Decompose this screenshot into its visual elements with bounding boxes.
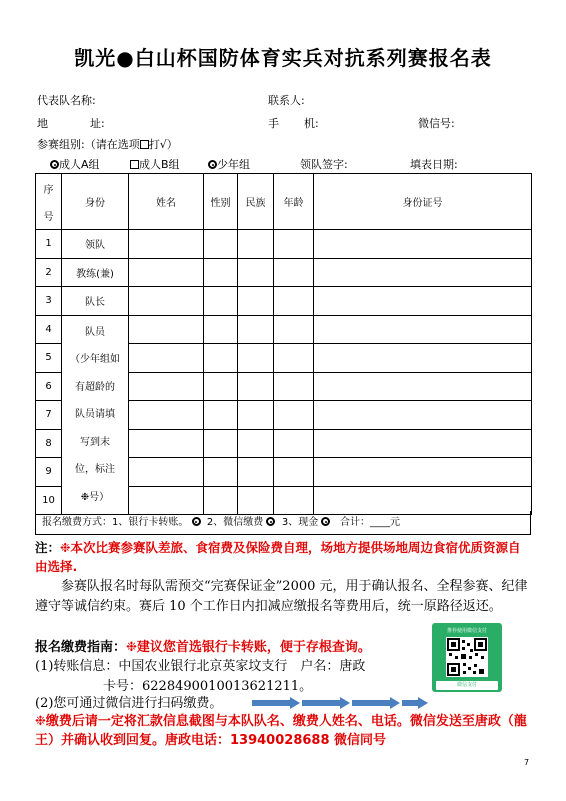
- total-unit: 元: [389, 517, 400, 528]
- radio-selected-icon[interactable]: [321, 517, 330, 526]
- radio-selected-icon: [50, 160, 59, 169]
- gender-cell[interactable]: [204, 315, 238, 344]
- ethnic-cell[interactable]: [238, 315, 274, 344]
- group-a-label: 成人A组: [59, 158, 100, 171]
- header-no-b: 号: [43, 211, 54, 223]
- gender-cell[interactable]: [204, 287, 238, 316]
- payment-option-wechat: 2、微信缴费: [206, 517, 264, 528]
- group-prompt-end: 打√）: [148, 138, 178, 151]
- note-prefix: 注：: [35, 540, 61, 555]
- radio-selected-icon[interactable]: [266, 517, 275, 526]
- role-cell: 教练(兼): [62, 258, 129, 287]
- group-a-option[interactable]: [50, 156, 100, 172]
- table-header-row: [36, 174, 532, 230]
- note-text: ❉本次比赛参赛队差旅、食宿费及保险费自理，场地方提供场地周边食宿优质资源自由选择.: [35, 540, 521, 574]
- radio-selected-icon: [208, 160, 217, 169]
- payment-label: 报名缴费方式：1、银行卡转账。: [42, 517, 189, 528]
- table-row: [36, 287, 532, 316]
- row-number: 4: [36, 315, 62, 344]
- role-cell: 领队: [62, 230, 129, 259]
- arrow-right-icon: [402, 697, 430, 709]
- name-cell[interactable]: [129, 401, 204, 430]
- age-cell[interactable]: [274, 344, 314, 373]
- id-cell[interactable]: [314, 344, 532, 373]
- member-line: 队员: [85, 326, 105, 338]
- table-row: [36, 258, 532, 287]
- group-youth-label: 少年组: [217, 158, 250, 171]
- member-line: ❉号）: [80, 491, 110, 503]
- gender-cell[interactable]: [204, 458, 238, 487]
- member-role-cell: [62, 315, 129, 515]
- member-line: 有超龄的: [75, 381, 115, 393]
- contact-label: 联系人:: [268, 94, 305, 107]
- team-name-label: 代表队名称:: [37, 94, 96, 107]
- phone-label-a: 手: [268, 117, 279, 130]
- qr-code-icon: [446, 637, 488, 677]
- wechat-qr-card[interactable]: [432, 623, 502, 692]
- qr-bottom-text: 微信支付: [436, 681, 498, 690]
- radio-selected-icon[interactable]: [192, 517, 201, 526]
- guide-heading: [35, 638, 435, 657]
- group-b-label: 成人B组: [139, 158, 180, 171]
- ethnic-cell[interactable]: [238, 230, 274, 259]
- id-cell[interactable]: [314, 401, 532, 430]
- final-text: ❉缴费后请一定将汇款信息截图与本队队名、缴费人姓名、电话。微信发送至唐政（龍王）并确认收到回复。唐政电话：13940028688 微信同号: [35, 714, 527, 748]
- member-line: 位，标注: [75, 464, 115, 475]
- gender-cell[interactable]: [204, 230, 238, 259]
- arrow-right-icon: [252, 697, 302, 709]
- member-line: （少年组如: [70, 354, 120, 365]
- table-row: [36, 315, 532, 344]
- deposit-paragraph: 参赛队报名时每队需预交“完赛保证金”2000 元，用于确认报名、全程参赛、纪律遵守等诚信约束。赛后 10 个工作日内扣减应缴报名等费用后，统一原路径返还。: [35, 579, 528, 614]
- row-number: 9: [36, 458, 62, 487]
- arrow-right-icon: [352, 697, 402, 709]
- header-no-a: 序: [43, 184, 54, 196]
- wechat-label: 微信号:: [418, 117, 455, 130]
- payment-option-cash: 3、现金: [281, 517, 319, 528]
- ethnic-cell[interactable]: [238, 429, 274, 458]
- name-cell[interactable]: [129, 372, 204, 401]
- note-block: [35, 538, 531, 576]
- group-b-option[interactable]: [130, 156, 180, 172]
- group-prompt-text: 参赛组别:（请在选项: [37, 138, 140, 151]
- name-cell[interactable]: [129, 258, 204, 287]
- age-cell[interactable]: [274, 258, 314, 287]
- total-blank[interactable]: ____: [369, 517, 390, 528]
- id-cell[interactable]: [314, 315, 532, 344]
- id-cell[interactable]: [314, 258, 532, 287]
- age-cell[interactable]: [274, 287, 314, 316]
- id-cell[interactable]: [314, 458, 532, 487]
- ethnic-cell[interactable]: [238, 344, 274, 373]
- payment-method-row: [35, 511, 531, 535]
- header-id: 身份证号: [314, 174, 532, 230]
- name-cell[interactable]: [129, 458, 204, 487]
- page-title: 凯光●白山杯国防体育实兵对抗系列赛报名表: [74, 46, 492, 70]
- header-gender: 性别: [204, 174, 238, 230]
- row-number: 2: [36, 258, 62, 287]
- final-instructions: [35, 712, 531, 750]
- address-label-a: 地: [37, 117, 48, 130]
- name-cell[interactable]: [129, 230, 204, 259]
- row-number: 8: [36, 429, 62, 458]
- card-number: 卡号：6228490010013621211。: [103, 679, 313, 694]
- id-cell[interactable]: [314, 230, 532, 259]
- arrow-right-icon: [302, 697, 352, 709]
- row-number: 3: [36, 287, 62, 316]
- total-label: 合计：: [339, 517, 370, 528]
- ethnic-cell[interactable]: [238, 258, 274, 287]
- guide-label: 报名缴费指南：: [35, 640, 127, 655]
- header-role: 身份: [62, 174, 129, 230]
- header-ethnic: 民族: [238, 174, 274, 230]
- fill-date-label: 填表日期:: [410, 158, 458, 171]
- header-no: [36, 174, 62, 230]
- ethnic-cell[interactable]: [238, 458, 274, 487]
- role-cell: 队长: [62, 287, 129, 316]
- id-cell[interactable]: [314, 287, 532, 316]
- id-cell[interactable]: [314, 429, 532, 458]
- table-row: [36, 230, 532, 259]
- header-name: 姓名: [129, 174, 204, 230]
- gender-cell[interactable]: [204, 344, 238, 373]
- group-prompt: [37, 136, 178, 152]
- age-cell[interactable]: [274, 230, 314, 259]
- member-line: 队员请填: [75, 409, 115, 420]
- gender-cell[interactable]: [204, 258, 238, 287]
- registration-table: [35, 173, 532, 515]
- page-number: 7: [524, 758, 530, 767]
- header-age: 年龄: [274, 174, 314, 230]
- age-cell[interactable]: [274, 458, 314, 487]
- wechat-pay-line: (2)您可通过微信进行扫码缴费。: [35, 696, 223, 711]
- leader-sign-label: 领队签字:: [300, 158, 348, 171]
- gender-cell[interactable]: [204, 429, 238, 458]
- ethnic-cell[interactable]: [238, 372, 274, 401]
- row-number: 7: [36, 401, 62, 430]
- ethnic-cell[interactable]: [238, 401, 274, 430]
- member-line: 写到末: [80, 436, 110, 448]
- checkbox-icon: [130, 160, 139, 169]
- age-cell[interactable]: [274, 401, 314, 430]
- id-cell[interactable]: [314, 372, 532, 401]
- name-cell[interactable]: [129, 429, 204, 458]
- row-number: 10: [36, 486, 62, 515]
- group-youth-option[interactable]: [208, 156, 250, 172]
- name-cell[interactable]: [129, 344, 204, 373]
- row-number: 1: [36, 230, 62, 259]
- name-cell[interactable]: [129, 287, 204, 316]
- address-label-b: 址:: [90, 117, 105, 130]
- name-cell[interactable]: [129, 315, 204, 344]
- phone-label-b: 机:: [304, 117, 319, 130]
- row-number: 6: [36, 372, 62, 401]
- gender-cell[interactable]: [204, 401, 238, 430]
- age-cell[interactable]: [274, 315, 314, 344]
- age-cell[interactable]: [274, 429, 314, 458]
- ethnic-cell[interactable]: [238, 287, 274, 316]
- guide-tip: ❉建议您首选银行卡转账，便于存根查询。: [126, 640, 371, 655]
- age-cell[interactable]: [274, 372, 314, 401]
- gender-cell[interactable]: [204, 372, 238, 401]
- bank-info: (1)转账信息：中国农业银行北京英家坟支行 户名：唐政: [35, 659, 366, 674]
- qr-top-text: 推荐使用微信支付: [446, 628, 487, 634]
- row-number: 5: [36, 344, 62, 373]
- checkbox-icon: [140, 140, 149, 149]
